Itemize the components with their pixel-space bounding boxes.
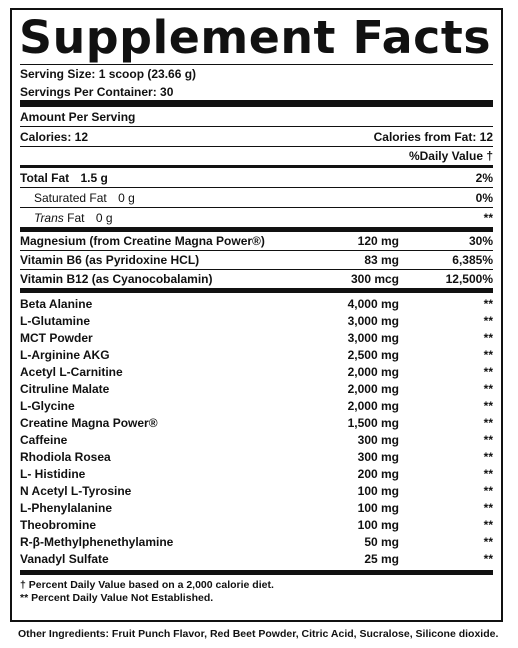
daily-value-header: %Daily Value † [408,149,493,163]
ingredient-row [20,312,493,329]
calories: Calories: 12 [20,129,89,144]
vitamin-row [20,232,493,250]
ingredient-amount: 2,000 mg [347,381,399,396]
ingredient-dv: ** [483,381,493,396]
vitamin-row [20,251,493,269]
ingredient-row [20,499,493,516]
ingredient-name: L-Glutamine [20,313,91,328]
ingredient-row [20,448,493,465]
nutrient-dv: 0% [475,190,493,205]
ingredient-name: L-Phenylalanine [20,500,113,515]
ingredient-amount: 2,500 mg [347,347,399,362]
servings-per-container: Servings Per Container: 30 [20,84,174,99]
calories-row [20,127,493,146]
serving-size: Serving Size: 1 scoop (23.66 g) [20,67,197,81]
ingredient-dv: ** [483,296,493,311]
footnote-dv: † Percent Daily Value based on a 2,000 calorie diet. [20,579,274,591]
footnotes [20,575,493,605]
ingredient-dv: ** [483,466,493,481]
ingredient-name: Caffeine [20,432,68,447]
ingredient-dv: 30% [468,234,493,248]
ingredient-name: L-Glycine [20,398,75,413]
footnote-not-established: ** Percent Daily Value Not Established. [20,592,214,604]
ingredient-amount: 83 mg [364,253,399,267]
ingredient-list [20,293,493,567]
ingredient-name: Creatine Magna Power® [20,415,158,430]
ingredient-dv: ** [483,313,493,328]
ingredient-row [20,431,493,448]
ingredient-amount: 4,000 mg [347,296,399,311]
ingredient-amount: 300 mcg [350,272,399,286]
trans-fat-row [20,208,493,227]
ingredient-name: Magnesium (from Creatine Magna Power®) [20,234,265,248]
ingredient-row [20,414,493,431]
ingredient-name: Vanadyl Sulfate [20,551,109,566]
total-fat-row [20,168,493,187]
ingredient-row [20,397,493,414]
panel-title: Supplement Facts [19,11,492,64]
nutrient-dv: 2% [475,170,493,185]
vitamin-row [20,270,493,288]
nutrient-name: Total Fat [20,170,70,185]
ingredient-name: R-β-Methylphenethylamine [20,534,174,549]
ingredient-row [20,465,493,482]
nutrient-name: Fat [67,210,85,225]
ingredient-dv: ** [483,330,493,345]
ingredient-name: Beta Alanine [20,296,93,311]
nutrient-name-italic: Trans [34,210,64,225]
ingredient-dv: ** [483,483,493,498]
ingredient-name: L-Arginine AKG [20,347,110,362]
ingredient-name: Acetyl L-Carnitine [20,364,123,379]
ingredient-row [20,482,493,499]
ingredient-row [20,346,493,363]
ingredient-row [20,380,493,397]
ingredient-name: L- Histidine [20,466,86,481]
ingredient-amount: 120 mg [357,234,399,248]
ingredient-dv: ** [483,347,493,362]
ingredient-dv: ** [483,432,493,447]
ingredient-amount: 200 mg [357,466,399,481]
ingredient-name: MCT Powder [20,330,93,345]
ingredient-dv: 6,385% [452,253,493,267]
ingredient-dv: ** [483,551,493,566]
ingredient-dv: ** [483,398,493,413]
ingredient-amount: 2,000 mg [347,364,399,379]
ingredient-amount: 100 mg [357,500,399,515]
ingredient-row [20,363,493,380]
ingredient-row [20,516,493,533]
ingredient-amount: 2,000 mg [347,398,399,413]
nutrient-amount: 0 g [118,190,135,205]
ingredient-dv: ** [483,500,493,515]
ingredient-amount: 100 mg [357,517,399,532]
saturated-fat-row [20,188,493,207]
ingredient-dv: ** [483,534,493,549]
other-ingredients: Other Ingredients: Fruit Punch Flavor, Red Beet Powder, Citric Acid, Sucralose, Silicone dioxide. [18,628,499,640]
ingredient-amount: 3,000 mg [347,313,399,328]
ingredient-amount: 50 mg [364,534,399,549]
calories-from-fat: Calories from Fat: 12 [373,129,493,144]
ingredient-name: Vitamin B12 (as Cyanocobalamin) [20,272,213,286]
ingredient-row [20,533,493,550]
ingredient-name: Vitamin B6 (as Pyridoxine HCL) [20,253,200,267]
amount-per-serving: Amount Per Serving [20,109,136,124]
ingredient-amount: 1,500 mg [347,415,399,430]
ingredient-name: N Acetyl L-Tyrosine [20,483,132,498]
ingredient-amount: 300 mg [357,432,399,447]
supplement-facts-panel [10,8,503,622]
ingredient-dv: 12,500% [445,272,493,286]
ingredient-amount: 300 mg [357,449,399,464]
divider [20,100,493,107]
nutrient-dv: ** [483,210,493,225]
ingredient-amount: 100 mg [357,483,399,498]
ingredient-dv: ** [483,517,493,532]
vitamin-list [20,232,493,288]
nutrient-amount: 1.5 g [80,170,108,185]
ingredient-name: Citruline Malate [20,381,110,396]
ingredient-amount: 25 mg [364,551,399,566]
ingredient-dv: ** [483,415,493,430]
ingredient-row [20,295,493,312]
ingredient-amount: 3,000 mg [347,330,399,345]
ingredient-dv: ** [483,364,493,379]
ingredient-row [20,550,493,567]
ingredient-name: Rhodiola Rosea [20,449,111,464]
ingredient-row [20,329,493,346]
ingredient-name: Theobromine [20,517,97,532]
nutrient-amount: 0 g [95,210,113,225]
nutrient-name: Saturated Fat [34,190,107,205]
ingredient-dv: ** [483,449,493,464]
